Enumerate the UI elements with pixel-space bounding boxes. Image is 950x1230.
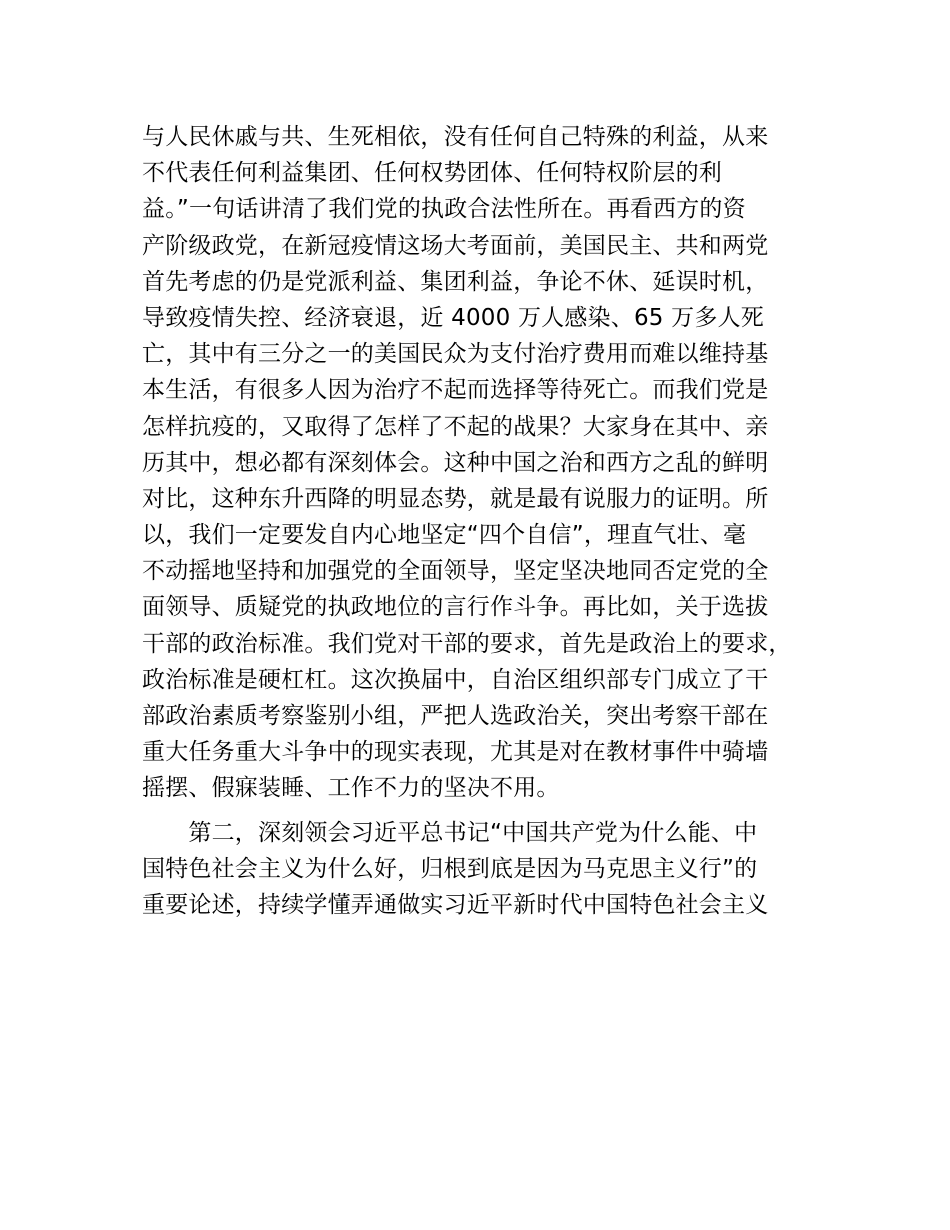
- paragraph-line: 导致疫情失控、经济衰退，近 4000 万人感染、65 万多人死: [142, 304, 764, 331]
- paragraph-line: 首先考虑的仍是党派利益、集团利益，争论不休、延误时机，: [142, 268, 769, 295]
- paragraph-line: 不代表任何利益集团、任何权势团体、任何特权阶层的利: [142, 160, 722, 187]
- paragraph-spacing: [142, 807, 842, 815]
- paragraph-line: 干部的政治标准。我们党对干部的要求，首先是政治上的要求，: [142, 630, 792, 657]
- paragraph-line: 以，我们一定要发自内心地坚定“四个自信”，理直气壮、毫: [142, 522, 747, 549]
- paragraph-line: 重大任务重大斗争中的现实表现，尤其是对在教材事件中骑墙: [142, 739, 769, 766]
- paragraph-line: 产阶级政党，在新冠疫情这场大考面前，美国民主、共和两党: [142, 232, 769, 259]
- paragraph-line: 不动摇地坚持和加强党的全面领导，坚定坚决地同否定党的全: [142, 558, 769, 585]
- paragraph-2: [142, 815, 842, 924]
- paragraph-line: 政治标准是硬杠杠。这次换届中，自治区组织部专门成立了干: [142, 666, 769, 693]
- paragraph-line: 本生活，有很多人因为治疗不起而选择等待死亡。而我们党是: [142, 377, 769, 404]
- paragraph-line: 国特色社会主义为什么好，归根到底是因为马克思主义行”的: [142, 855, 758, 882]
- paragraph-line: 与人民休戚与共、生死相依，没有任何自己特殊的利益，从来: [142, 124, 769, 150]
- paragraph-line: 益。”一句话讲清了我们党的执政合法性所在。再看西方的资: [142, 196, 746, 223]
- paragraph-line: 摇摆、假寐装睡、工作不力的坚决不用。: [142, 775, 560, 802]
- document-body: [142, 119, 842, 923]
- paragraph-line: 对比，这种东升西降的明显态势，就是最有说服力的证明。所: [142, 485, 769, 512]
- paragraph-line: 部政治素质考察鉴别小组，严把人选政治关，突出考察干部在: [142, 703, 769, 729]
- paragraph-line: 重要论述，持续学懂弄通做实习近平新时代中国特色社会主义: [142, 891, 769, 918]
- paragraph-1: [142, 119, 842, 807]
- paragraph-line: 亡，其中有三分之一的美国民众为支付治疗费用而难以维持基: [142, 341, 769, 368]
- paragraph-line: 历其中，想必都有深刻体会。这种中国之治和西方之乱的鲜明: [142, 449, 769, 476]
- paragraph-line: 面领导、质疑党的执政地位的言行作斗争。再比如，关于选拔: [142, 594, 769, 621]
- paragraph-line: 第二，深刻领会习近平总书记“中国共产党为什么能、中: [142, 819, 758, 846]
- paragraph-line: 怎样抗疫的，又取得了怎样了不起的战果？大家身在其中、亲: [142, 413, 769, 440]
